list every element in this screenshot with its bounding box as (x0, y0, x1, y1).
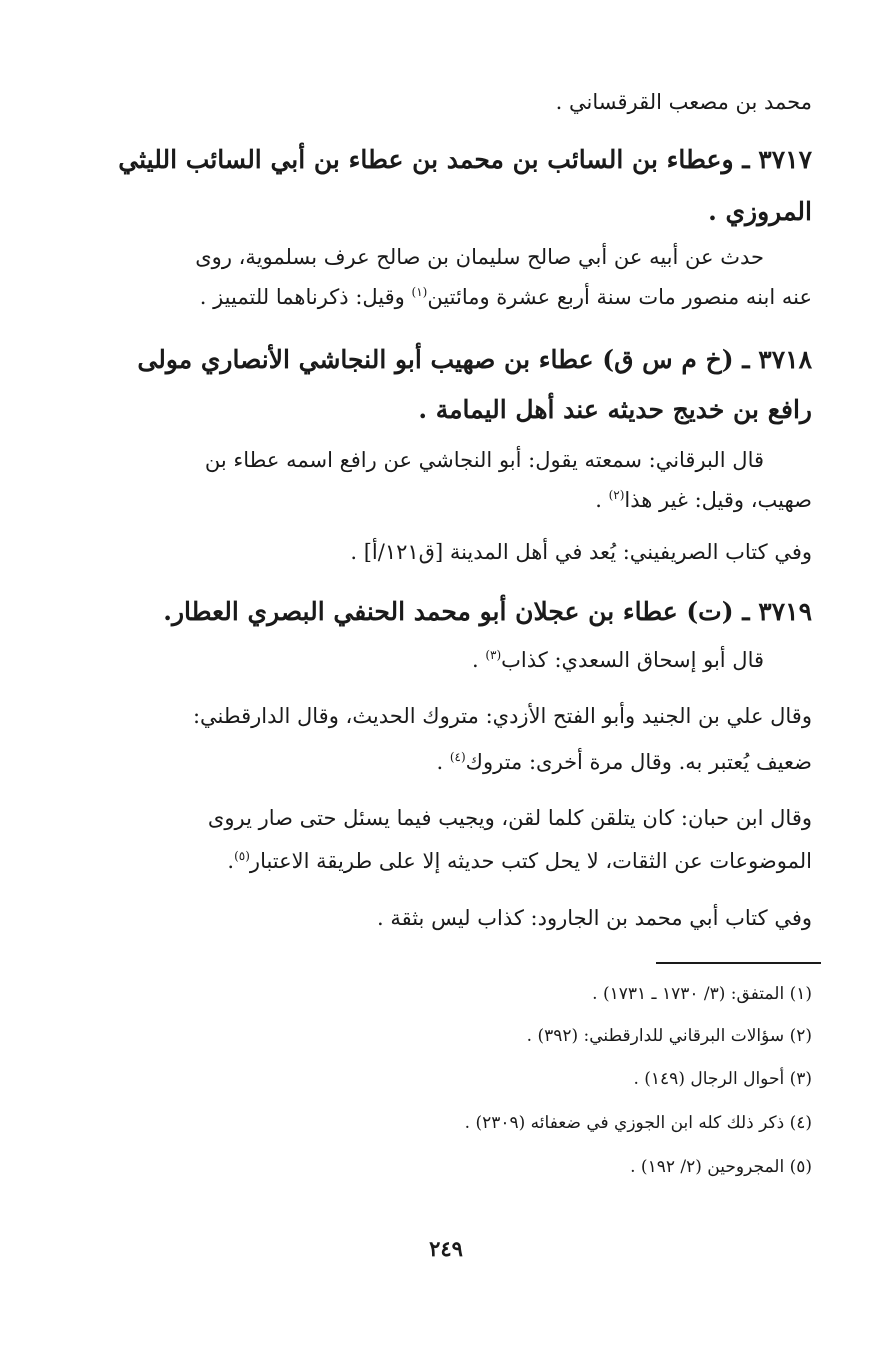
footnote-5: (٥) المجروحين (٢/ ١٩٢) . (630, 1157, 812, 1177)
top-line: محمد بن مصعب القرقساني . (555, 90, 812, 114)
body-text: وقيل: ذكرناهما للتمييز . (199, 285, 412, 309)
body-text: . (436, 750, 450, 774)
entry-3717-body-line-1: حدث عن أبيه عن أبي صالح سليمان بن صالح عرف بسلموية، روى (195, 245, 764, 269)
body-text: . (471, 648, 486, 672)
body-text: ضعيف يُعتبر به. وقال مرة أخرى: متروك (465, 750, 812, 774)
body-text: عنه ابنه منصور مات سنة أربع عشرة ومائتين (427, 285, 812, 309)
footnote-4: (٤) ذكر ذلك كله ابن الجوزي في ضعفائه (٢٣٠٩) . (464, 1113, 812, 1133)
footnote-marker: (٥) (234, 849, 250, 863)
footnote-marker: (٤) (449, 750, 466, 764)
entry-3719-heading: ٣٧١٩ ـ (ت) عطاء بن عجلان أبو محمد الحنفي البصري العطار. (163, 597, 812, 626)
footnote-marker: (١) (411, 285, 428, 299)
body-text: صهيب، وقيل: غير هذا (624, 488, 812, 512)
entry-3718-heading-line-1: ٣٧١٨ ـ (خ م س ق) عطاء بن صهيب أبو النجاشي الأنصاري مولى (137, 345, 812, 374)
entry-3719-body-line-1 (112, 648, 764, 673)
entry-3719-body-line-2: وقال علي بن الجنيد وأبو الفتح الأزدي: متروك الحديث، وقال الدارقطني: (192, 704, 812, 728)
body-text: . (595, 488, 609, 512)
footnote-marker: (٣) (485, 648, 502, 662)
footnote-3: (٣) أحوال الرجال (١٤٩) . (633, 1069, 812, 1089)
entry-3719-body-line-5 (112, 849, 812, 874)
entry-3718-heading-line-2: رافع بن خديج حديثه عند أهل اليمامة . (418, 395, 812, 424)
entry-3719-body-line-4: وقال ابن حبان: كان يتلقن كلما لقن، ويجيب فيما يسئل حتى صار يروى (207, 806, 812, 830)
entry-3719-body-line-6: وفي كتاب أبي محمد بن الجارود: كذاب ليس بثقة . (376, 906, 812, 930)
entry-3718-body-line-2 (112, 488, 812, 513)
entry-3717-body-line-2 (112, 285, 812, 310)
body-text: الموضوعات عن الثقات، لا يحل كتب حديثه إلا على طريقة الاعتبار (249, 849, 812, 873)
entry-3719-body-line-3 (112, 750, 812, 775)
entry-3717-heading-line-1: ٣٧١٧ ـ وعطاء بن السائب بن محمد بن عطاء بن أبي السائب الليثي (118, 145, 812, 174)
page-number: ٢٤٩ (429, 1236, 463, 1261)
body-text: قال أبو إسحاق السعدي: كذاب (501, 648, 764, 672)
entry-3718-body-line-1: قال البرقاني: سمعته يقول: أبو النجاشي عن رافع اسمه عطاء بن (204, 448, 764, 472)
entry-3717-heading-line-2: المروزي . (708, 197, 812, 226)
body-text: . (227, 849, 235, 873)
footnote-separator (656, 962, 821, 964)
footnote-marker: (٢) (608, 488, 625, 502)
footnote-2: (٢) سؤالات البرقاني للدارقطني: (٣٩٢) . (526, 1026, 812, 1046)
footnote-1: (١) المتفق: (٣/ ١٧٣٠ ـ ١٧٣١) . (592, 984, 812, 1004)
entry-3718-body-line-3: وفي كتاب الصريفيني: يُعد في أهل المدينة [ق١٢١/أ] . (350, 540, 812, 564)
